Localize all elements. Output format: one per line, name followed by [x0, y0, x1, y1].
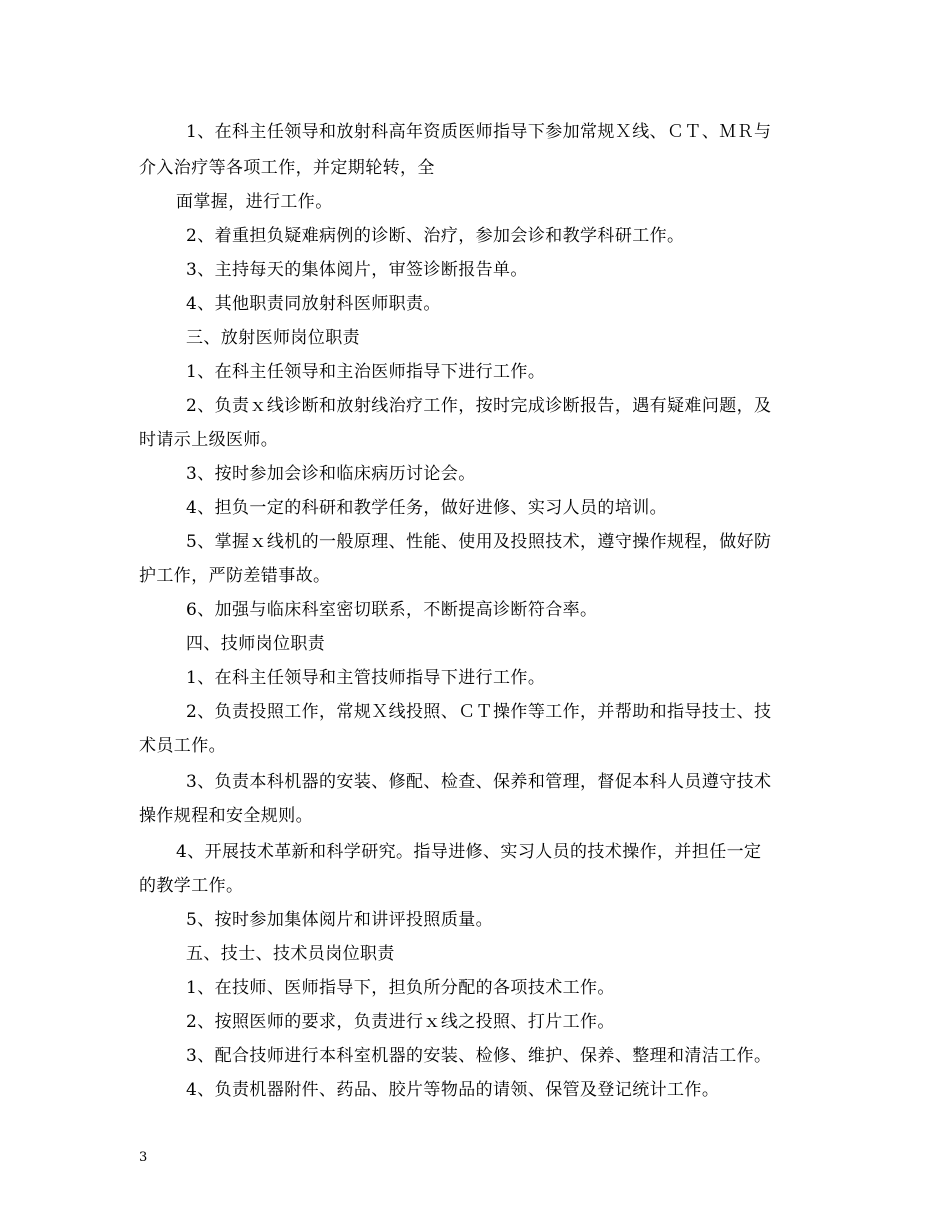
- text-line: 2、负责投照工作，常规Ｘ线投照、ＣＴ操作等工作，并帮助和指导技士、技: [186, 702, 772, 722]
- section-heading: 三、放射医师岗位职责: [186, 328, 360, 348]
- text-line: 1、在科主任领导和主管技师指导下进行工作。: [186, 668, 546, 688]
- text-line: 2、着重担负疑难病例的诊断、治疗，参加会诊和教学科研工作。: [186, 226, 685, 246]
- text-line: 操作规程和安全规则。: [139, 806, 313, 826]
- text-line: 4、开展技术革新和科学研究。指导进修、实习人员的技术操作，并担任一定: [176, 842, 762, 862]
- text-line: 术员工作。: [139, 736, 226, 756]
- text-line: 5、掌握ｘ线机的一般原理、性能、使用及投照技术，遵守操作规程，做好防: [186, 532, 772, 552]
- text-line: 3、配合技师进行本科室机器的安装、检修、维护、保养、整理和清洁工作。: [186, 1046, 772, 1066]
- text-line: 1、在科主任领导和放射科高年资质医师指导下参加常规Ｘ线、ＣＴ、ＭＲ与: [186, 122, 772, 142]
- text-line: 3、负责本科机器的安装、修配、检查、保养和管理，督促本科人员遵守技术: [186, 772, 772, 792]
- text-line: 4、担负一定的科研和教学任务，做好进修、实习人员的培训。: [186, 498, 668, 518]
- text-line: 面掌握，进行工作。: [176, 192, 333, 212]
- section-heading: 五、技士、技术员岗位职责: [186, 944, 395, 964]
- text-line: 护工作，严防差错事故。: [139, 566, 331, 586]
- text-line: 5、按时参加集体阅片和讲评投照质量。: [186, 910, 494, 930]
- text-line: 2、按照医师的要求，负责进行ｘ线之投照、打片工作。: [186, 1012, 615, 1032]
- text-line: 1、在技师、医师指导下，担负所分配的各项技术工作。: [186, 978, 615, 998]
- text-line: 时请示上级医师。: [139, 430, 279, 450]
- text-line: 1、在科主任领导和主治医师指导下进行工作。: [186, 362, 546, 382]
- text-line: 3、按时参加会诊和临床病历讨论会。: [186, 464, 476, 484]
- text-line: 介入治疗等各项工作，并定期轮转，全: [139, 158, 435, 178]
- section-heading: 四、技师岗位职责: [186, 634, 326, 654]
- page-number: 3: [139, 1150, 148, 1165]
- text-line: 3、主持每天的集体阅片，审签诊断报告单。: [186, 260, 528, 280]
- text-line: 6、加强与临床科室密切联系，不断提高诊断符合率。: [186, 600, 598, 620]
- text-line: 的教学工作。: [139, 876, 244, 896]
- text-line: 2、负责ｘ线诊断和放射线治疗工作，按时完成诊断报告，遇有疑难问题，及: [186, 396, 772, 416]
- text-line: 4、负责机器附件、药品、胶片等物品的请领、保管及登记统计工作。: [186, 1080, 720, 1100]
- text-line: 4、其他职责同放射科医师职责。: [186, 294, 441, 314]
